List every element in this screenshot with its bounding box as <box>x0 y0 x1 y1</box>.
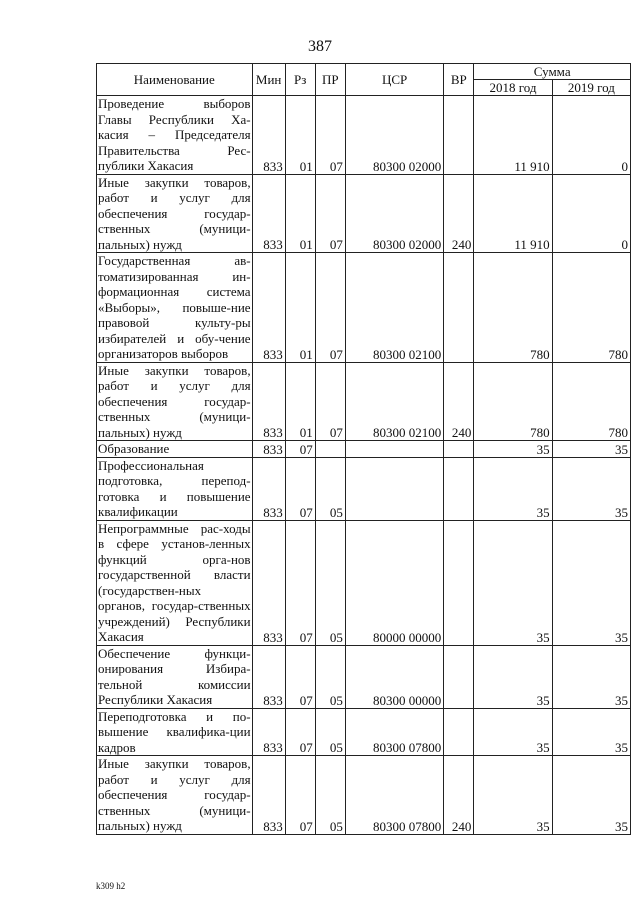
table-row <box>97 756 631 835</box>
cell-pr: 07 <box>315 96 345 175</box>
cell-csr: 80300 02000 <box>345 174 443 253</box>
cell-rz: 01 <box>285 362 315 441</box>
cell-pr: 07 <box>315 174 345 253</box>
table-row <box>97 253 631 363</box>
header-name: Наименование <box>97 64 253 96</box>
table-row <box>97 174 631 253</box>
cell-vr <box>444 520 474 645</box>
header-csr: ЦСР <box>345 64 443 96</box>
cell-vr <box>444 441 474 458</box>
cell-sum-2019: 35 <box>552 441 630 458</box>
cell-name: Образование <box>97 441 253 458</box>
cell-name: Проведение выборов Главы Республики Ха-касия – Председателя Правительства Рес-публики Хакасия <box>98 96 251 173</box>
cell-sum-2018: 780 <box>474 253 552 363</box>
cell-min: 833 <box>252 362 285 441</box>
cell-sum-2018: 35 <box>474 756 552 835</box>
cell-rz: 07 <box>285 645 315 708</box>
cell-pr: 07 <box>315 362 345 441</box>
cell-csr: 80300 07800 <box>345 756 443 835</box>
cell-sum-2018: 11 910 <box>474 96 552 175</box>
cell-min: 833 <box>252 645 285 708</box>
cell-min: 833 <box>252 96 285 175</box>
cell-rz: 07 <box>285 708 315 756</box>
cell-name: Переподготовка и по-вышение квалифика-ции кадров <box>98 708 251 755</box>
cell-sum-2019: 35 <box>552 457 630 520</box>
footer-code: k309 h2 <box>96 881 126 891</box>
cell-min: 833 <box>252 441 285 458</box>
budget-table <box>96 63 631 835</box>
cell-name: Государственная ав-томатизированная ин-формационная система «Выборы», повыше-ние правовой культу-ры избирателей и обу-чение организаторов выборов <box>98 253 251 361</box>
header-year-2019: 2019 год <box>552 80 630 96</box>
cell-csr: 80300 02100 <box>345 253 443 363</box>
cell-min: 833 <box>252 253 285 363</box>
cell-rz: 07 <box>285 756 315 835</box>
cell-vr: 240 <box>444 362 474 441</box>
cell-rz: 07 <box>285 441 315 458</box>
cell-min: 833 <box>252 520 285 645</box>
cell-min: 833 <box>252 708 285 756</box>
cell-sum-2019: 35 <box>552 756 630 835</box>
cell-vr: 240 <box>444 174 474 253</box>
cell-rz: 01 <box>285 174 315 253</box>
cell-csr: 80000 00000 <box>345 520 443 645</box>
cell-csr <box>345 441 443 458</box>
cell-sum-2018: 35 <box>474 708 552 756</box>
table-row <box>97 708 631 756</box>
cell-vr <box>444 253 474 363</box>
table-row <box>97 362 631 441</box>
cell-csr: 80300 02000 <box>345 96 443 175</box>
cell-rz: 01 <box>285 253 315 363</box>
table-body <box>97 96 631 835</box>
cell-sum-2019: 780 <box>552 362 630 441</box>
cell-sum-2018: 11 910 <box>474 174 552 253</box>
cell-pr: 05 <box>315 457 345 520</box>
cell-vr <box>444 457 474 520</box>
cell-sum-2018: 35 <box>474 645 552 708</box>
cell-rz: 07 <box>285 520 315 645</box>
table-row <box>97 96 631 175</box>
header-sum: Сумма <box>474 64 631 80</box>
cell-rz: 01 <box>285 96 315 175</box>
cell-pr: 07 <box>315 253 345 363</box>
cell-rz: 07 <box>285 457 315 520</box>
cell-vr <box>444 708 474 756</box>
cell-min: 833 <box>252 756 285 835</box>
cell-sum-2019: 0 <box>552 174 630 253</box>
cell-name: Обеспечение функци-онирования Избира-тельной комиссии Республики Хакасия <box>98 645 251 707</box>
cell-csr: 80300 02100 <box>345 362 443 441</box>
cell-sum-2018: 780 <box>474 362 552 441</box>
cell-vr: 240 <box>444 756 474 835</box>
cell-sum-2018: 35 <box>474 441 552 458</box>
cell-vr <box>444 645 474 708</box>
header-pr: ПР <box>315 64 345 96</box>
cell-pr: 05 <box>315 645 345 708</box>
cell-sum-2018: 35 <box>474 457 552 520</box>
table-row <box>97 457 631 520</box>
cell-sum-2019: 0 <box>552 96 630 175</box>
cell-sum-2018: 35 <box>474 520 552 645</box>
header-vr: ВР <box>444 64 474 96</box>
cell-sum-2019: 35 <box>552 645 630 708</box>
table-row <box>97 645 631 708</box>
cell-name: Иные закупки товаров, работ и услуг для обеспечения государ-ственных (муници-пальных) нужд <box>98 362 251 440</box>
page-number: 387 <box>308 38 332 55</box>
header-min: Мин <box>252 64 285 96</box>
cell-sum-2019: 780 <box>552 253 630 363</box>
cell-pr: 05 <box>315 756 345 835</box>
cell-name: Иные закупки товаров, работ и услуг для обеспечения государ-ственных (муници-пальных) нужд <box>98 174 251 252</box>
table-row <box>97 520 631 645</box>
cell-csr <box>345 457 443 520</box>
cell-vr <box>444 96 474 175</box>
cell-pr: 05 <box>315 520 345 645</box>
cell-min: 833 <box>252 457 285 520</box>
cell-pr <box>315 441 345 458</box>
header-year-2018: 2018 год <box>474 80 552 96</box>
cell-name: Профессиональная подготовка, перепод-готовка и повышение квалификации <box>98 457 251 519</box>
cell-sum-2019: 35 <box>552 708 630 756</box>
header-rz: Рз <box>285 64 315 96</box>
cell-sum-2019: 35 <box>552 520 630 645</box>
cell-csr: 80300 07800 <box>345 708 443 756</box>
cell-pr: 05 <box>315 708 345 756</box>
table-row <box>97 441 631 458</box>
cell-min: 833 <box>252 174 285 253</box>
cell-name: Непрограммные рас-ходы в сфере установ-ленных функций орга-нов государственной власти (государствен-ных органов, государ-ственных учреждений) Республики Хакасия <box>98 520 251 644</box>
cell-name: Иные закупки товаров, работ и услуг для обеспечения государ-ственных (муници-пальных) нужд <box>98 756 251 833</box>
cell-csr: 80300 00000 <box>345 645 443 708</box>
